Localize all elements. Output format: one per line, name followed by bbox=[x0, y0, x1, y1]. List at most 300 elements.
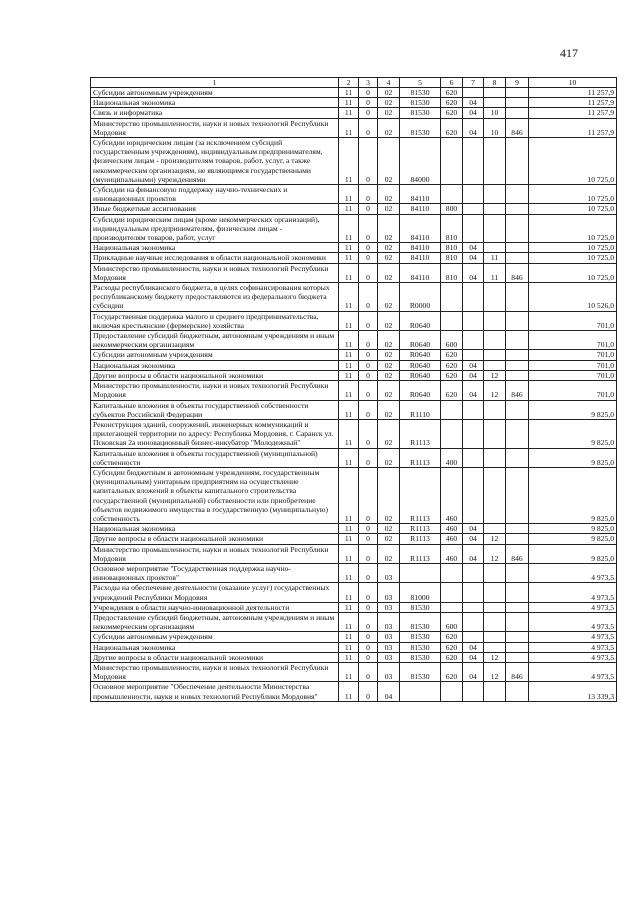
row-name-cell: Субсидии бюджетным и автономным учреждениям, государственным (муниципальным) унитарным предприятиям на осуществление капитальных вложений в объекты капитального строительства государственной (муниципальной) собственности или приобретение объектов недвижимого имущества в государственную (муниципальную) собственность bbox=[91, 467, 339, 523]
code-cell bbox=[506, 583, 529, 602]
code-cell: 0 bbox=[359, 214, 378, 243]
table-row bbox=[91, 138, 617, 185]
row-name-cell: Основное мероприятие "Государственная поддержка научно-инновационных проектов" bbox=[91, 563, 339, 582]
code-cell: 0 bbox=[359, 632, 378, 642]
code-cell: 84110 bbox=[400, 263, 441, 282]
header-cell: 10 bbox=[529, 78, 617, 88]
code-cell: 0 bbox=[359, 563, 378, 582]
code-cell: 81530 bbox=[400, 118, 441, 137]
amount-cell: 701,0 bbox=[529, 331, 617, 350]
code-cell: 10 bbox=[484, 108, 506, 118]
amount-cell: 10 725,0 bbox=[529, 214, 617, 243]
amount-cell: 10 725,0 bbox=[529, 138, 617, 185]
amount-cell: 4 973,5 bbox=[529, 652, 617, 662]
code-cell bbox=[506, 253, 529, 263]
code-cell: 12 bbox=[484, 381, 506, 400]
code-cell bbox=[400, 682, 441, 701]
code-cell: R1110 bbox=[400, 400, 441, 419]
row-name-cell: Расходы на обеспечение деятельности (оказание услуг) государственных учреждений Республики Мордовия bbox=[91, 583, 339, 602]
code-cell: 11 bbox=[339, 642, 359, 652]
budget-table bbox=[90, 77, 617, 702]
code-cell: 460 bbox=[441, 544, 463, 563]
code-cell: 460 bbox=[441, 534, 463, 544]
code-cell: 0 bbox=[359, 612, 378, 631]
code-cell: R1113 bbox=[400, 534, 441, 544]
code-cell: 620 bbox=[441, 98, 463, 108]
code-cell: 400 bbox=[441, 448, 463, 467]
amount-cell: 701,0 bbox=[529, 350, 617, 360]
code-cell bbox=[400, 563, 441, 582]
code-cell: 84110 bbox=[400, 185, 441, 204]
code-cell: R0640 bbox=[400, 331, 441, 350]
code-cell: 620 bbox=[441, 118, 463, 137]
code-cell: 0 bbox=[359, 381, 378, 400]
row-name-cell: Предоставление субсидий бюджетным, автономным учреждениям и иным некоммерческим организациям bbox=[91, 331, 339, 350]
code-cell: 02 bbox=[378, 98, 400, 108]
table-row bbox=[91, 370, 617, 380]
code-cell: R0640 bbox=[400, 311, 441, 330]
table-row bbox=[91, 331, 617, 350]
code-cell: 11 bbox=[339, 253, 359, 263]
code-cell bbox=[484, 612, 506, 631]
amount-cell: 4 973,5 bbox=[529, 632, 617, 642]
code-cell: 04 bbox=[463, 534, 484, 544]
code-cell: 81530 bbox=[400, 602, 441, 612]
table-row bbox=[91, 381, 617, 400]
code-cell: 620 bbox=[441, 381, 463, 400]
code-cell: 11 bbox=[339, 419, 359, 448]
code-cell: R1113 bbox=[400, 467, 441, 523]
code-cell bbox=[484, 682, 506, 701]
code-cell: 11 bbox=[339, 118, 359, 137]
code-cell: 810 bbox=[441, 214, 463, 243]
code-cell bbox=[506, 360, 529, 370]
code-cell: 04 bbox=[463, 118, 484, 137]
amount-cell: 4 973,5 bbox=[529, 602, 617, 612]
code-cell: 81000 bbox=[400, 583, 441, 602]
code-cell: 0 bbox=[359, 311, 378, 330]
row-name-cell: Капитальные вложения в объекты государственной собственности субъектов Российской Федерации bbox=[91, 400, 339, 419]
row-name-cell: Субсидии автономным учреждениям bbox=[91, 632, 339, 642]
code-cell: 0 bbox=[359, 118, 378, 137]
code-cell: R0640 bbox=[400, 360, 441, 370]
code-cell: 620 bbox=[441, 632, 463, 642]
code-cell bbox=[484, 400, 506, 419]
table-row bbox=[91, 612, 617, 631]
code-cell bbox=[506, 419, 529, 448]
code-cell bbox=[506, 331, 529, 350]
amount-cell: 9 825,0 bbox=[529, 524, 617, 534]
code-cell: 11 bbox=[339, 88, 359, 98]
code-cell bbox=[463, 88, 484, 98]
code-cell: 0 bbox=[359, 108, 378, 118]
header-cell: 8 bbox=[484, 78, 506, 88]
code-cell bbox=[506, 98, 529, 108]
amount-cell: 701,0 bbox=[529, 311, 617, 330]
row-name-cell: Основное мероприятие "Обеспечение деятельности Министерства промышленности, науки и новых технологий Республики Мордовия" bbox=[91, 682, 339, 701]
code-cell bbox=[463, 563, 484, 582]
code-cell: R1113 bbox=[400, 448, 441, 467]
table-row bbox=[91, 253, 617, 263]
code-cell: 600 bbox=[441, 331, 463, 350]
code-cell: 11 bbox=[339, 311, 359, 330]
code-cell: 800 bbox=[441, 204, 463, 214]
code-cell: 04 bbox=[463, 544, 484, 563]
code-cell: 04 bbox=[463, 381, 484, 400]
code-cell bbox=[506, 243, 529, 253]
code-cell: 620 bbox=[441, 360, 463, 370]
code-cell: 04 bbox=[463, 652, 484, 662]
code-cell: 0 bbox=[359, 662, 378, 681]
table-row bbox=[91, 360, 617, 370]
row-name-cell: Министерство промышленности, науки и новых технологий Республики Мордовия bbox=[91, 662, 339, 681]
code-cell: 81530 bbox=[400, 612, 441, 631]
code-cell: 620 bbox=[441, 370, 463, 380]
row-name-cell: Субсидии автономным учреждениям bbox=[91, 350, 339, 360]
code-cell: 02 bbox=[378, 204, 400, 214]
code-cell: 02 bbox=[378, 185, 400, 204]
table-row bbox=[91, 662, 617, 681]
code-cell: 0 bbox=[359, 524, 378, 534]
code-cell: 03 bbox=[378, 612, 400, 631]
code-cell: 02 bbox=[378, 263, 400, 282]
row-name-cell: Реконструкция зданий, сооружений, инженерных коммуникаций и прилегающей территории по адресу: Республика Мордовия, г. Саранск ул. Псковская 2а инновационный бизнес-инкубатор "Молодежный" bbox=[91, 419, 339, 448]
code-cell: 04 bbox=[463, 263, 484, 282]
code-cell bbox=[484, 360, 506, 370]
code-cell: 10 bbox=[484, 118, 506, 137]
code-cell bbox=[441, 311, 463, 330]
code-cell: 04 bbox=[463, 360, 484, 370]
code-cell: 11 bbox=[339, 98, 359, 108]
code-cell: 02 bbox=[378, 283, 400, 312]
amount-cell: 10 725,0 bbox=[529, 185, 617, 204]
code-cell: 0 bbox=[359, 642, 378, 652]
code-cell: 0 bbox=[359, 583, 378, 602]
code-cell bbox=[506, 524, 529, 534]
code-cell: 84110 bbox=[400, 214, 441, 243]
code-cell: 810 bbox=[441, 263, 463, 282]
table-row bbox=[91, 524, 617, 534]
code-cell bbox=[484, 138, 506, 185]
code-cell: 84110 bbox=[400, 253, 441, 263]
amount-cell: 4 973,5 bbox=[529, 662, 617, 681]
code-cell: 0 bbox=[359, 400, 378, 419]
code-cell: 11 bbox=[339, 243, 359, 253]
code-cell: 02 bbox=[378, 524, 400, 534]
code-cell: 620 bbox=[441, 88, 463, 98]
code-cell bbox=[463, 331, 484, 350]
row-name-cell: Предоставление субсидий бюджетным, автономным учреждениям и иным некоммерческим организациям bbox=[91, 612, 339, 631]
code-cell: 04 bbox=[463, 253, 484, 263]
code-cell: 846 bbox=[506, 544, 529, 563]
code-cell bbox=[441, 563, 463, 582]
row-name-cell: Учреждения в области научно-инновационной деятельности bbox=[91, 602, 339, 612]
code-cell: 846 bbox=[506, 662, 529, 681]
row-name-cell: Государственная поддержка малого и среднего предпринимательства, включая крестьянские (фермерские) хозяйства bbox=[91, 311, 339, 330]
table-row bbox=[91, 243, 617, 253]
code-cell bbox=[484, 88, 506, 98]
code-cell bbox=[506, 311, 529, 330]
code-cell: 02 bbox=[378, 350, 400, 360]
code-cell bbox=[484, 632, 506, 642]
table-row bbox=[91, 108, 617, 118]
row-name-cell: Субсидии юридическим лицам (за исключением субсидий государственным учреждениям), индивидуальным предпринимателям, физическим лицам - производителям товаров, работ, услуг, а также некоммерческим организациям, не являющимся государственными (муниципальными) учреждениями bbox=[91, 138, 339, 185]
code-cell: 11 bbox=[339, 283, 359, 312]
code-cell: 81530 bbox=[400, 652, 441, 662]
code-cell bbox=[506, 612, 529, 631]
header-cell: 3 bbox=[359, 78, 378, 88]
code-cell bbox=[463, 311, 484, 330]
code-cell: 0 bbox=[359, 243, 378, 253]
code-cell: 0 bbox=[359, 88, 378, 98]
row-name-cell: Прикладные научные исследования в области национальной экономики bbox=[91, 253, 339, 263]
code-cell bbox=[506, 632, 529, 642]
code-cell: 81530 bbox=[400, 108, 441, 118]
code-cell: 03 bbox=[378, 602, 400, 612]
header-cell: 5 bbox=[400, 78, 441, 88]
code-cell: 846 bbox=[506, 118, 529, 137]
code-cell: 0 bbox=[359, 682, 378, 701]
code-cell bbox=[506, 563, 529, 582]
code-cell bbox=[463, 283, 484, 312]
code-cell: 460 bbox=[441, 467, 463, 523]
code-cell bbox=[506, 138, 529, 185]
amount-cell: 701,0 bbox=[529, 370, 617, 380]
code-cell bbox=[463, 400, 484, 419]
code-cell bbox=[506, 400, 529, 419]
row-name-cell: Министерство промышленности, науки и новых технологий Республики Мордовия bbox=[91, 118, 339, 137]
amount-cell: 4 973,5 bbox=[529, 563, 617, 582]
row-name-cell: Министерство промышленности, науки и новых технологий Республики Мордовия bbox=[91, 381, 339, 400]
code-cell: 02 bbox=[378, 448, 400, 467]
code-cell: 0 bbox=[359, 263, 378, 282]
code-cell: 02 bbox=[378, 381, 400, 400]
amount-cell: 4 973,5 bbox=[529, 612, 617, 631]
code-cell bbox=[506, 214, 529, 243]
table-row bbox=[91, 563, 617, 582]
code-cell bbox=[484, 243, 506, 253]
code-cell: 12 bbox=[484, 534, 506, 544]
table-row bbox=[91, 467, 617, 523]
code-cell: R1113 bbox=[400, 544, 441, 563]
code-cell: 11 bbox=[484, 253, 506, 263]
row-name-cell: Национальная экономика bbox=[91, 243, 339, 253]
code-cell: 11 bbox=[339, 563, 359, 582]
row-name-cell: Субсидии автономным учреждениям bbox=[91, 88, 339, 98]
header-cell: 4 bbox=[378, 78, 400, 88]
code-cell bbox=[463, 138, 484, 185]
code-cell: 02 bbox=[378, 214, 400, 243]
code-cell bbox=[463, 214, 484, 243]
code-cell bbox=[441, 138, 463, 185]
row-name-cell: Другие вопросы в области национальной экономики bbox=[91, 370, 339, 380]
code-cell: R1113 bbox=[400, 419, 441, 448]
code-cell: 03 bbox=[378, 662, 400, 681]
code-cell bbox=[506, 652, 529, 662]
amount-cell: 11 257,9 bbox=[529, 108, 617, 118]
code-cell: 03 bbox=[378, 583, 400, 602]
code-cell: 0 bbox=[359, 331, 378, 350]
row-name-cell: Национальная экономика bbox=[91, 642, 339, 652]
row-name-cell: Национальная экономика bbox=[91, 360, 339, 370]
table-row bbox=[91, 632, 617, 642]
code-cell: 81530 bbox=[400, 98, 441, 108]
code-cell: 11 bbox=[339, 583, 359, 602]
code-cell bbox=[463, 632, 484, 642]
code-cell bbox=[506, 350, 529, 360]
code-cell bbox=[484, 524, 506, 534]
code-cell bbox=[484, 448, 506, 467]
code-cell bbox=[506, 283, 529, 312]
code-cell: 0 bbox=[359, 204, 378, 214]
row-name-cell: Субсидии на финансовую поддержку научно-технических и инновационных проектов bbox=[91, 185, 339, 204]
code-cell: 02 bbox=[378, 331, 400, 350]
code-cell: 0 bbox=[359, 253, 378, 263]
table-row bbox=[91, 204, 617, 214]
code-cell bbox=[506, 108, 529, 118]
code-cell bbox=[506, 370, 529, 380]
amount-cell: 10 526,0 bbox=[529, 283, 617, 312]
code-cell bbox=[484, 563, 506, 582]
code-cell: 810 bbox=[441, 253, 463, 263]
code-cell bbox=[506, 204, 529, 214]
code-cell: 11 bbox=[339, 524, 359, 534]
amount-cell: 11 257,9 bbox=[529, 98, 617, 108]
code-cell: 12 bbox=[484, 370, 506, 380]
code-cell: 11 bbox=[339, 400, 359, 419]
code-cell: 81530 bbox=[400, 632, 441, 642]
code-cell: 11 bbox=[339, 682, 359, 701]
table-row bbox=[91, 263, 617, 282]
code-cell: 02 bbox=[378, 108, 400, 118]
code-cell: 11 bbox=[339, 662, 359, 681]
code-cell: 81530 bbox=[400, 642, 441, 652]
amount-cell: 10 725,0 bbox=[529, 253, 617, 263]
code-cell bbox=[484, 467, 506, 523]
header-cell: 9 bbox=[506, 78, 529, 88]
code-cell bbox=[441, 400, 463, 419]
code-cell: 11 bbox=[339, 108, 359, 118]
amount-cell: 9 825,0 bbox=[529, 534, 617, 544]
code-cell bbox=[506, 448, 529, 467]
table-row bbox=[91, 283, 617, 312]
code-cell: 11 bbox=[339, 331, 359, 350]
row-name-cell: Иные бюджетные ассигнования bbox=[91, 204, 339, 214]
table-row bbox=[91, 400, 617, 419]
code-cell: 11 bbox=[339, 350, 359, 360]
code-cell: 81530 bbox=[400, 88, 441, 98]
table-header-row bbox=[91, 78, 617, 88]
code-cell: 12 bbox=[484, 652, 506, 662]
code-cell bbox=[463, 419, 484, 448]
amount-cell: 9 825,0 bbox=[529, 419, 617, 448]
code-cell: 04 bbox=[463, 642, 484, 652]
amount-cell: 9 825,0 bbox=[529, 400, 617, 419]
code-cell bbox=[463, 612, 484, 631]
code-cell: 81530 bbox=[400, 662, 441, 681]
code-cell: 02 bbox=[378, 360, 400, 370]
code-cell: R1113 bbox=[400, 524, 441, 534]
code-cell bbox=[463, 583, 484, 602]
code-cell: 02 bbox=[378, 467, 400, 523]
code-cell bbox=[484, 185, 506, 204]
code-cell: 04 bbox=[463, 662, 484, 681]
table-row bbox=[91, 682, 617, 701]
table-row bbox=[91, 350, 617, 360]
code-cell bbox=[463, 602, 484, 612]
code-cell: 620 bbox=[441, 652, 463, 662]
code-cell: 0 bbox=[359, 419, 378, 448]
amount-cell: 13 339,3 bbox=[529, 682, 617, 701]
row-name-cell: Расходы республиканского бюджета, в целях софинансирования которых республиканскому бюджету предоставляются из федерального бюджета субсидии bbox=[91, 283, 339, 312]
header-cell: 7 bbox=[463, 78, 484, 88]
code-cell: 84000 bbox=[400, 138, 441, 185]
table-row bbox=[91, 214, 617, 243]
table-row bbox=[91, 652, 617, 662]
code-cell: 02 bbox=[378, 534, 400, 544]
code-cell: 02 bbox=[378, 88, 400, 98]
table-row bbox=[91, 88, 617, 98]
table-row bbox=[91, 118, 617, 137]
code-cell bbox=[463, 204, 484, 214]
code-cell: 11 bbox=[339, 544, 359, 563]
code-cell: 02 bbox=[378, 138, 400, 185]
code-cell bbox=[506, 682, 529, 701]
table-row bbox=[91, 642, 617, 652]
amount-cell: 10 725,0 bbox=[529, 263, 617, 282]
code-cell: 620 bbox=[441, 642, 463, 652]
code-cell: 02 bbox=[378, 243, 400, 253]
code-cell bbox=[506, 642, 529, 652]
code-cell bbox=[441, 682, 463, 701]
code-cell bbox=[484, 350, 506, 360]
code-cell: 600 bbox=[441, 612, 463, 631]
amount-cell: 701,0 bbox=[529, 360, 617, 370]
code-cell bbox=[484, 419, 506, 448]
code-cell: 02 bbox=[378, 118, 400, 137]
code-cell bbox=[506, 467, 529, 523]
code-cell: 02 bbox=[378, 419, 400, 448]
table-row bbox=[91, 98, 617, 108]
row-name-cell: Министерство промышленности, науки и новых технологий Республики Мордовия bbox=[91, 263, 339, 282]
code-cell bbox=[484, 283, 506, 312]
code-cell bbox=[506, 185, 529, 204]
code-cell bbox=[484, 204, 506, 214]
code-cell: 0 bbox=[359, 467, 378, 523]
code-cell: 11 bbox=[339, 632, 359, 642]
code-cell bbox=[463, 467, 484, 523]
row-name-cell: Другие вопросы в области национальной экономики bbox=[91, 534, 339, 544]
code-cell: 0 bbox=[359, 98, 378, 108]
code-cell: 04 bbox=[463, 108, 484, 118]
code-cell: 0 bbox=[359, 602, 378, 612]
code-cell bbox=[484, 311, 506, 330]
code-cell: 0 bbox=[359, 448, 378, 467]
header-cell: 1 bbox=[91, 78, 339, 88]
code-cell bbox=[484, 583, 506, 602]
code-cell: 11 bbox=[339, 370, 359, 380]
code-cell bbox=[463, 350, 484, 360]
code-cell: R0640 bbox=[400, 370, 441, 380]
row-name-cell: Министерство промышленности, науки и новых технологий Республики Мордовия bbox=[91, 544, 339, 563]
code-cell: 11 bbox=[339, 534, 359, 544]
code-cell bbox=[463, 185, 484, 204]
code-cell: 0 bbox=[359, 283, 378, 312]
code-cell: 0 bbox=[359, 350, 378, 360]
code-cell bbox=[441, 185, 463, 204]
code-cell: 460 bbox=[441, 524, 463, 534]
code-cell: 11 bbox=[339, 263, 359, 282]
